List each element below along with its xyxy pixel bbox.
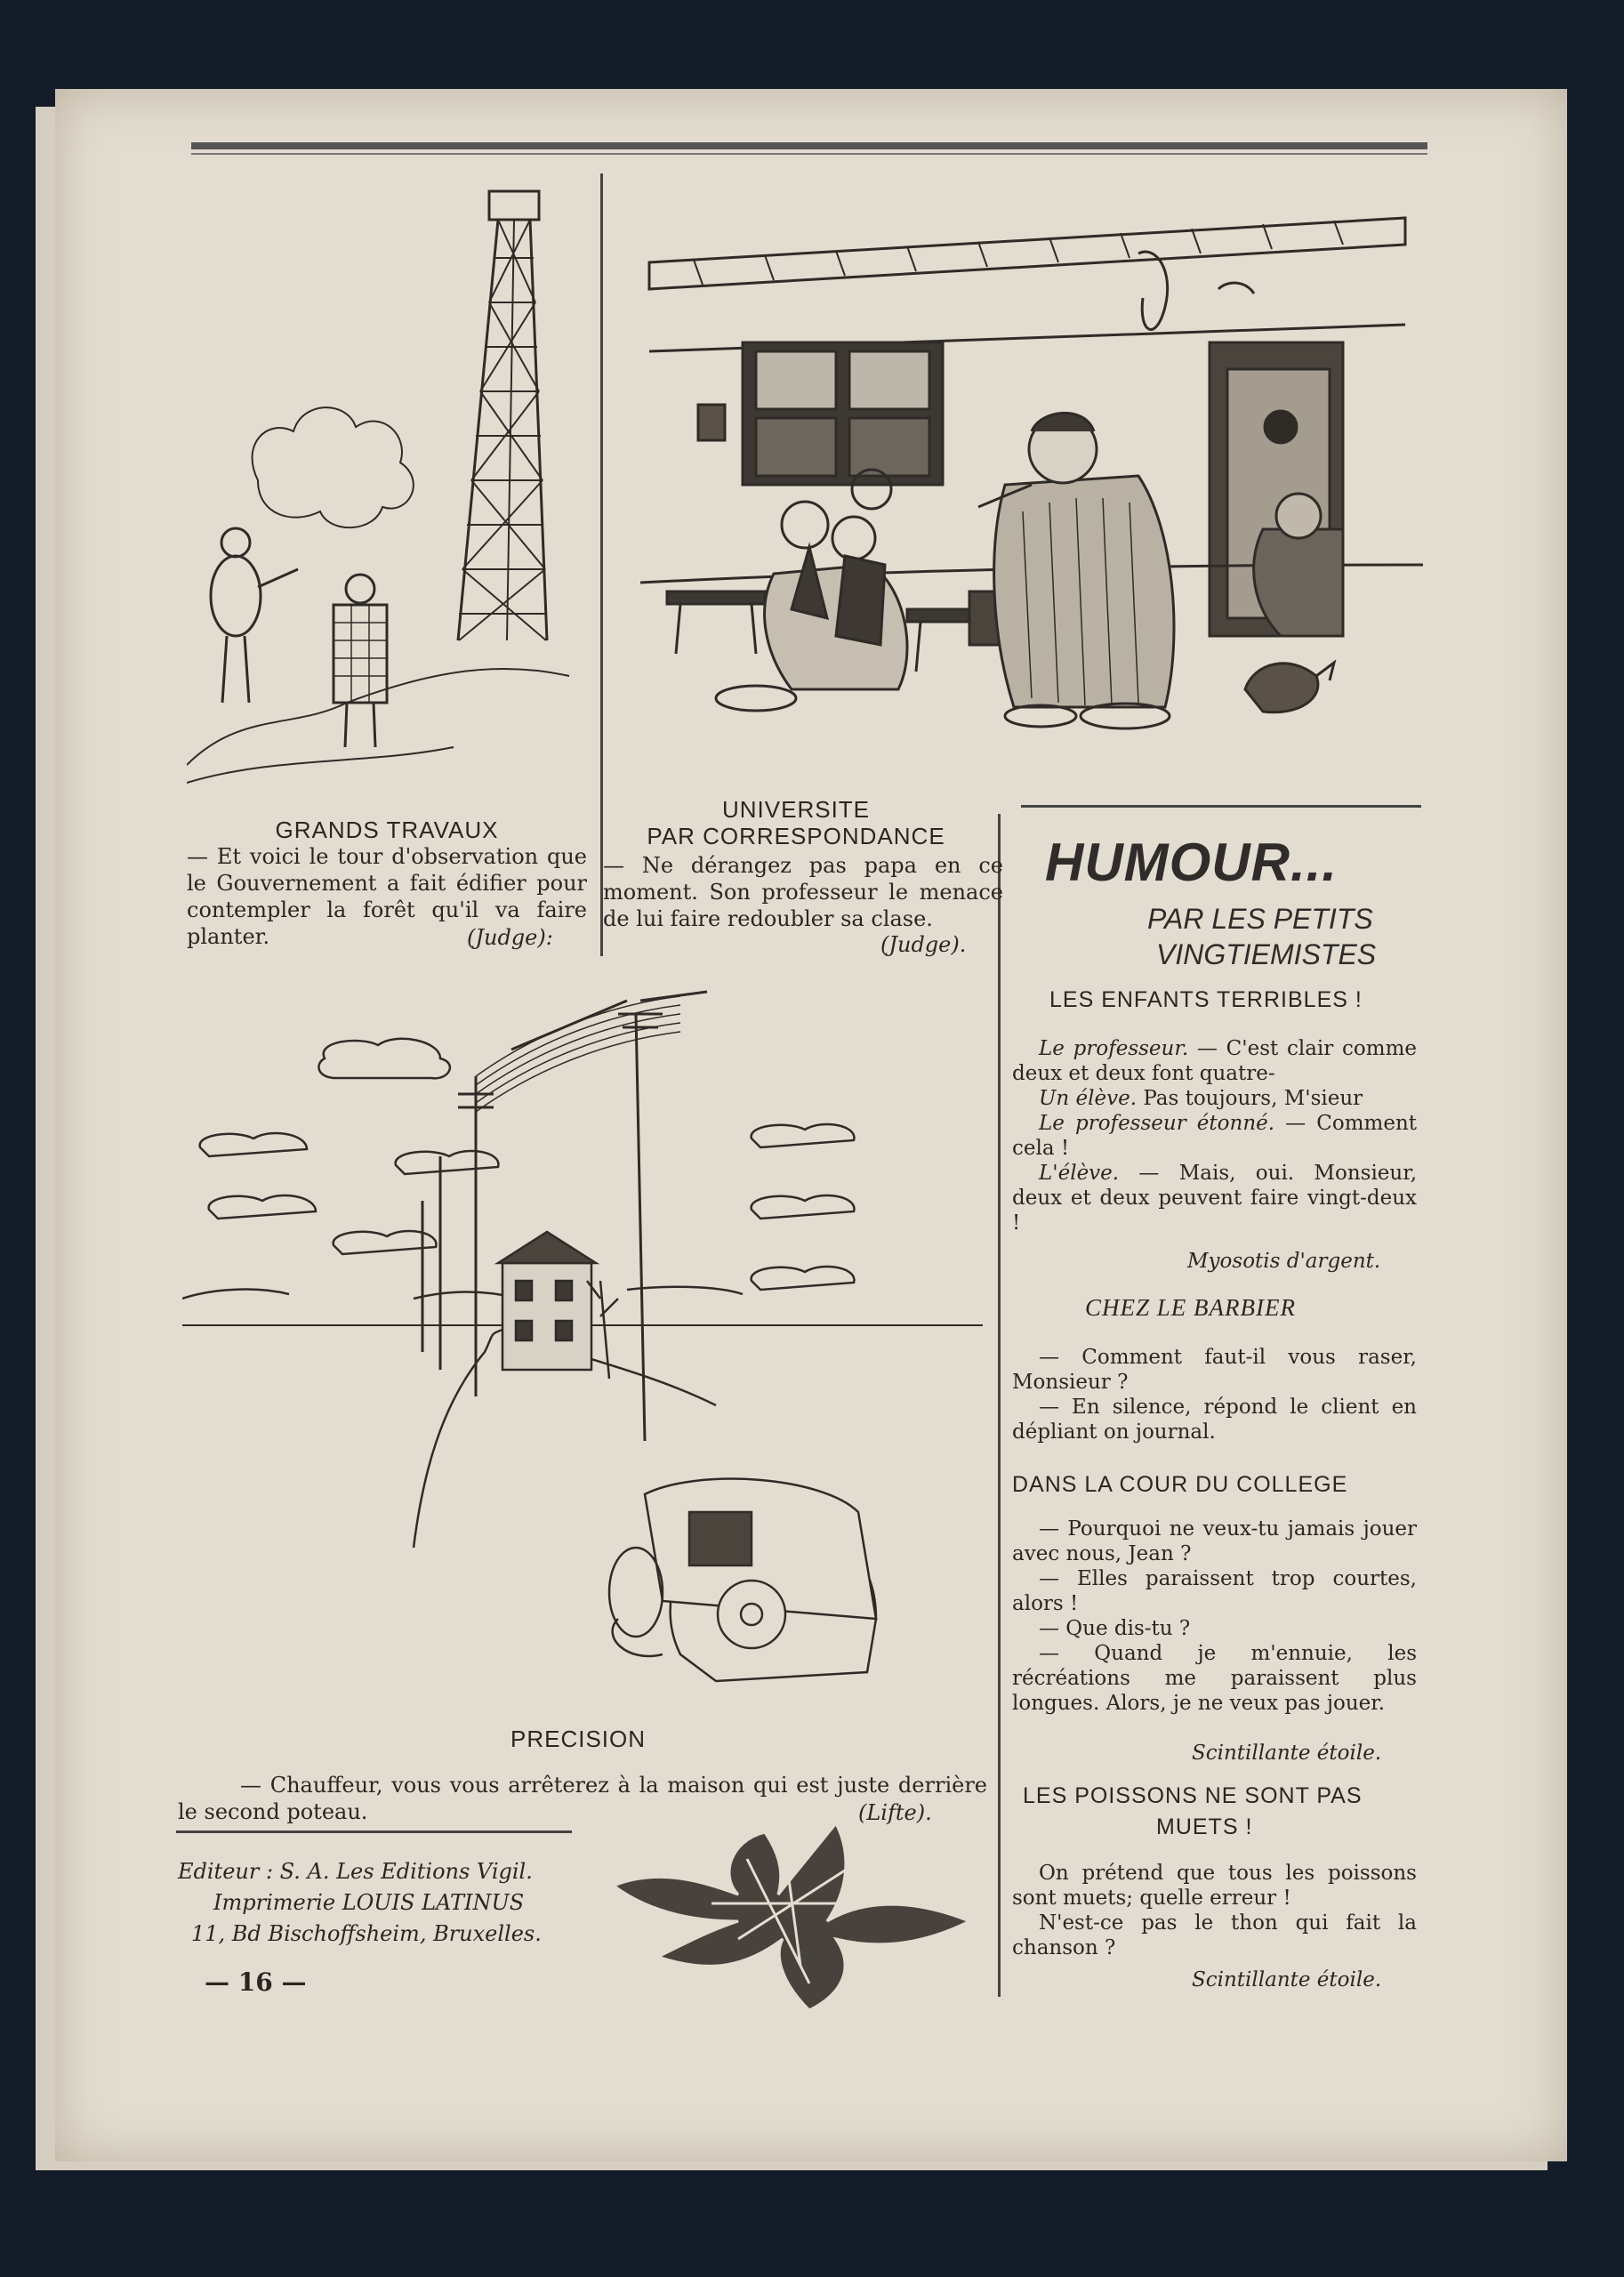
precision-text: — Chauffeur, vous vous arrêterez à la maison qui est juste derrière le second poteau.: [178, 1773, 987, 1824]
leaf-ornament: [605, 1806, 978, 2019]
barbier-line-2: — En silence, répond le client en dépliant on journal.: [1012, 1396, 1417, 1444]
colophon-printer: Imprimerie LOUIS LATINUS: [213, 1890, 525, 1915]
universite-text: — Ne dérangez pas papa en ce moment. Son professeur le menace de lui faire redoubler sa clase.: [603, 853, 1003, 931]
humour-top-rule: [1021, 805, 1421, 808]
humour-title: HUMOUR...: [1045, 833, 1338, 892]
speaker-professeur: Le professeur.: [1039, 1037, 1189, 1060]
college-line-2: — Elles paraissent trop courtes, alors !: [1012, 1567, 1417, 1615]
section-enfants-body: [1012, 1036, 1417, 1235]
tower-cartoon: [187, 178, 587, 792]
poissons-line-1: On prétend que tous les poissons sont muets; quelle erreur !: [1012, 1862, 1417, 1910]
colophon-editor: Editeur : S. A. Les Editions Vigil.: [178, 1859, 533, 1884]
section-heading-barbier: CHEZ LE BARBIER: [1085, 1294, 1296, 1321]
colophon-address: 11, Bd Bischoffsheim, Bruxelles.: [191, 1921, 542, 1946]
signature-myosotis: Myosotis d'argent.: [1187, 1250, 1381, 1273]
section-college-body: [1012, 1517, 1417, 1716]
universite-title-line1: UNIVERSITE: [721, 796, 871, 823]
universite-title-line2: PAR CORRESPONDANCE: [647, 823, 945, 849]
grands-travaux-title: GRANDS TRAVAUX: [275, 817, 499, 843]
line-eleve: Pas toujours, M'sieur: [1143, 1087, 1363, 1110]
college-line-4: — Quand je m'ennuie, les récréations me paraissent plus longues. Alors, je ne veux pas jouer.: [1012, 1642, 1417, 1715]
line-eleve-2: — Mais, oui. Monsieur, deux et deux peuvent faire vingt-deux !: [1012, 1162, 1417, 1235]
precision-attribution: (Lifte).: [858, 1800, 932, 1825]
section-heading-poissons-line1: LES POISSONS NE SONT PAS: [1023, 1783, 1363, 1808]
speaker-professeur-etonne: Le professeur étonné.: [1039, 1112, 1275, 1135]
section-heading-college: DANS LA COUR DU COLLEGE: [1012, 1472, 1348, 1497]
column-divider-top: [600, 173, 603, 956]
poissons-line-2: N'est-ce pas le thon qui fait la chanson ?: [1012, 1911, 1417, 1959]
college-line-1: — Pourquoi ne veux-tu jamais jouer avec nous, Jean ?: [1012, 1517, 1417, 1565]
section-heading-poissons-line2: MUETS !: [1156, 1814, 1253, 1839]
page-number: — 16 —: [205, 1967, 307, 1997]
precision-bottom-rule: [176, 1830, 572, 1833]
section-heading-enfants: LES ENFANTS TERRIBLES !: [1049, 987, 1363, 1012]
section-poissons-body: [1012, 1861, 1417, 1960]
barbier-line-1: — Comment faut-il vous raser, Monsieur ?: [1012, 1346, 1417, 1394]
road-telegraph-car-cartoon: [182, 978, 983, 1708]
speaker-eleve: Un élève.: [1039, 1087, 1138, 1110]
humour-subtitle-line2: VINGTIEMISTES: [1156, 938, 1377, 970]
precision-title: PRECISION: [510, 1726, 647, 1752]
column-divider-right: [998, 814, 1001, 1997]
section-barbier-body: [1012, 1345, 1417, 1444]
family-interior-cartoon: [640, 191, 1423, 760]
line-professeur-etonne: — Comment cela !: [1012, 1112, 1418, 1160]
signature-scintillante-1: Scintillante étoile.: [1192, 1742, 1382, 1765]
grands-travaux-text: — Et voici le tour d'observation que le Gouvernement a fait édifier pour contempler la forêt qu'il va faire planter.: [187, 844, 587, 949]
top-rule-thin: [191, 153, 1427, 155]
college-line-3: — Que dis-tu ?: [1039, 1617, 1191, 1640]
signature-scintillante-2: Scintillante étoile.: [1192, 1968, 1382, 1991]
universite-attribution: (Judge).: [880, 932, 967, 957]
line-professeur: — C'est clair comme deux et deux font quatre-: [1012, 1037, 1417, 1085]
grands-travaux-attribution: (Judge):: [467, 925, 553, 950]
humour-subtitle-line1: PAR LES PETITS: [1147, 903, 1373, 935]
top-rule: [191, 142, 1427, 149]
speaker-eleve-2: L'élève.: [1039, 1162, 1120, 1185]
